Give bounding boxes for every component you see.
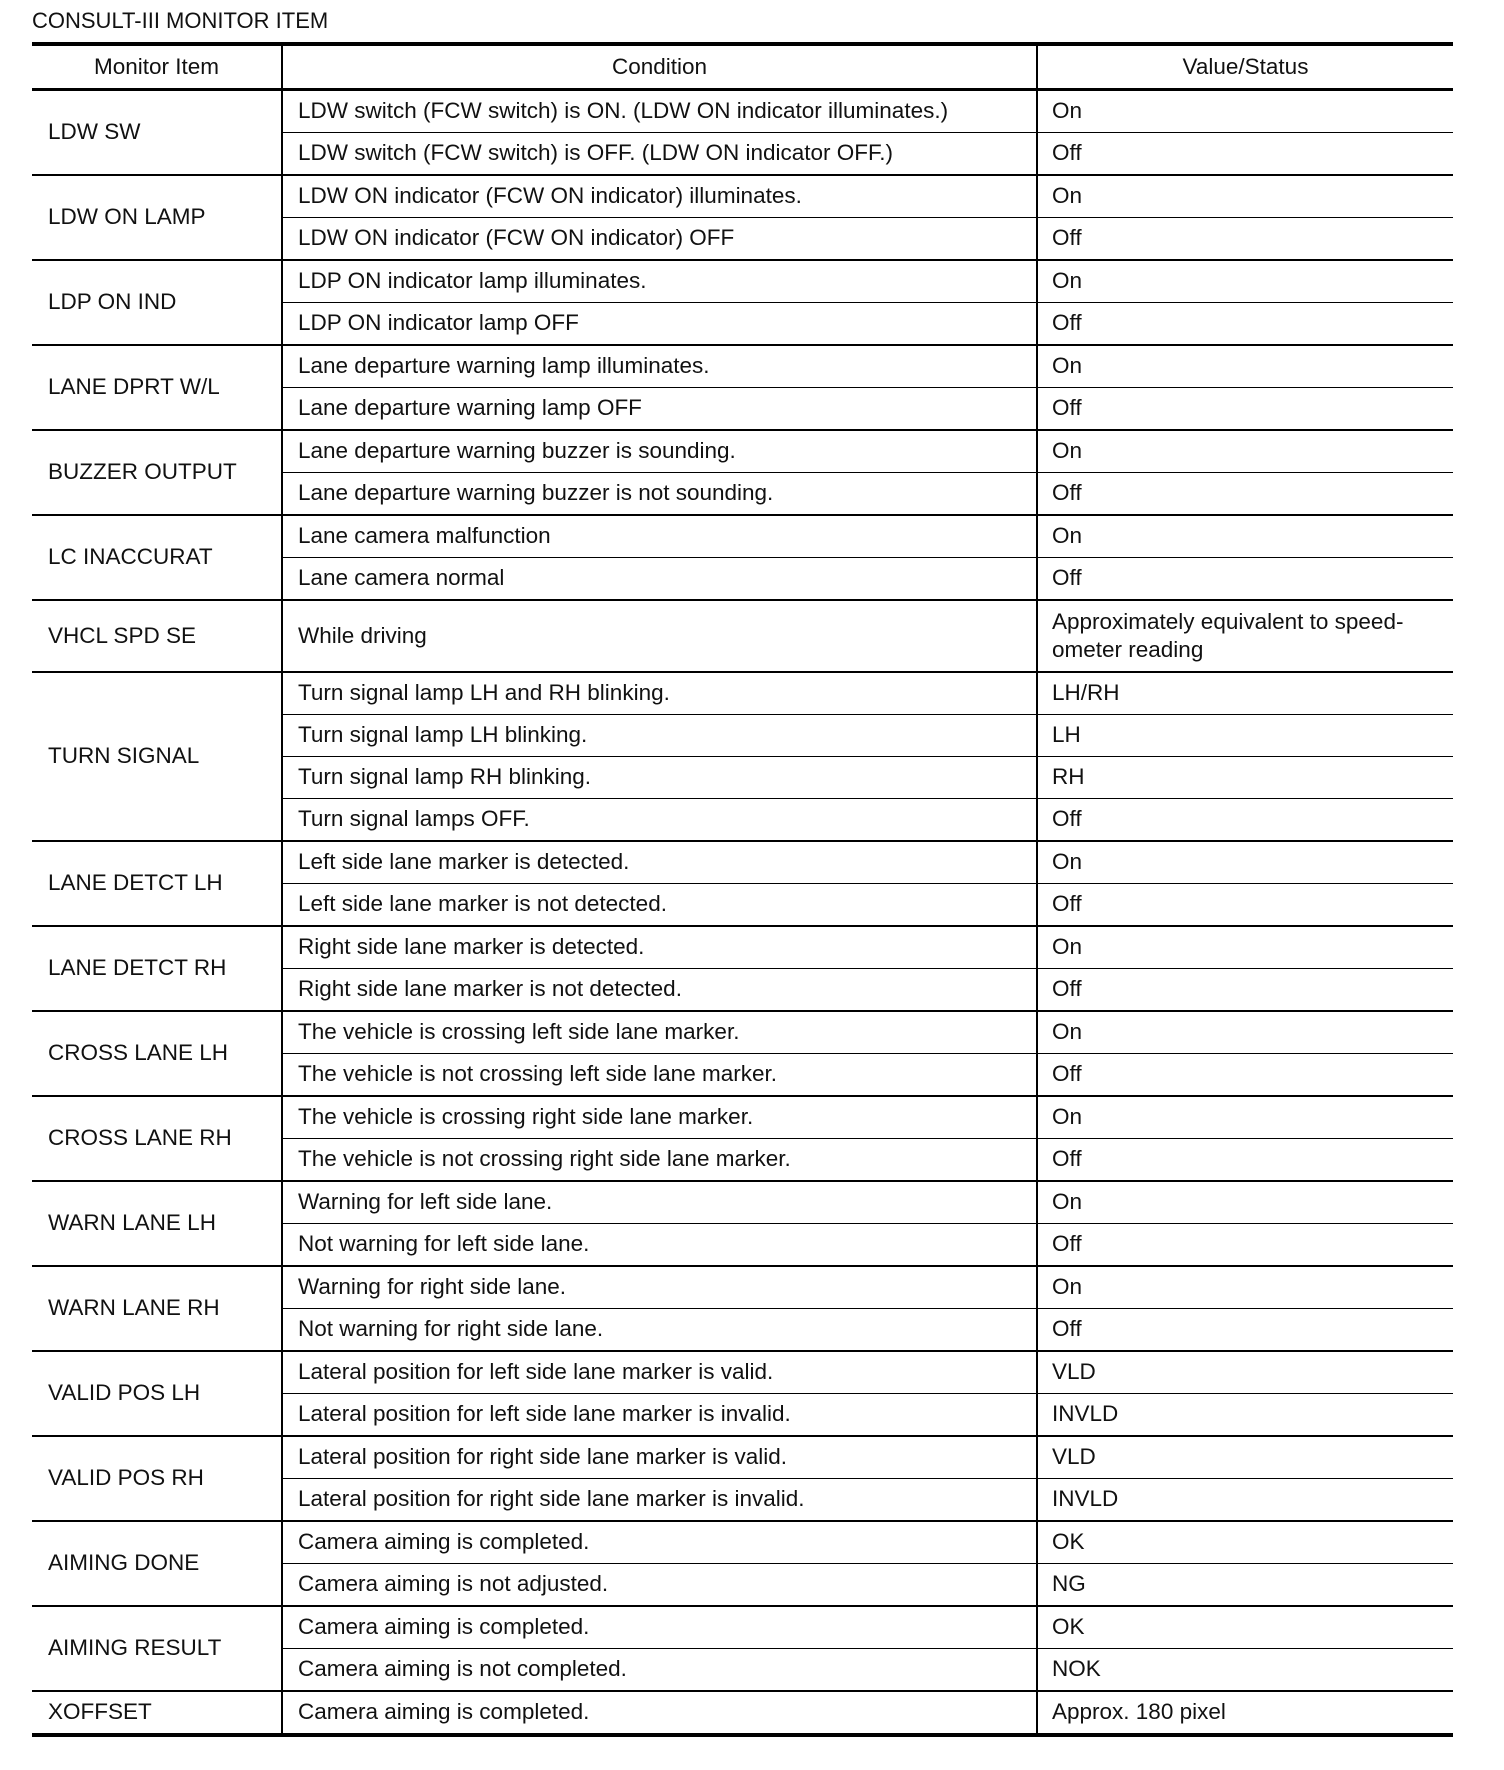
value-status-cell: Off <box>1037 133 1453 176</box>
monitor-item-cell: TURN SIGNAL <box>32 672 282 841</box>
monitor-item-cell: LDP ON IND <box>32 260 282 345</box>
condition-cell: Lane departure warning buzzer is not sounding. <box>282 473 1037 516</box>
value-status-cell: RH <box>1037 757 1453 799</box>
condition-cell: Turn signal lamp LH blinking. <box>282 715 1037 757</box>
condition-cell: Camera aiming is not adjusted. <box>282 1564 1037 1607</box>
value-status-cell: INVLD <box>1037 1394 1453 1437</box>
monitor-item-cell: LDW SW <box>32 90 282 176</box>
condition-cell: Lateral position for right side lane marker is valid. <box>282 1436 1037 1479</box>
value-status-cell: Off <box>1037 969 1453 1012</box>
table-row <box>32 1351 1453 1394</box>
table-row <box>32 1436 1453 1479</box>
condition-cell: The vehicle is not crossing left side lane marker. <box>282 1054 1037 1097</box>
table-row <box>32 841 1453 884</box>
value-status-cell: Off <box>1037 218 1453 261</box>
condition-cell: Camera aiming is completed. <box>282 1606 1037 1649</box>
value-status-cell: OK <box>1037 1521 1453 1564</box>
monitor-item-cell: LDW ON LAMP <box>32 175 282 260</box>
condition-cell: Right side lane marker is detected. <box>282 926 1037 969</box>
condition-cell: LDW ON indicator (FCW ON indicator) illuminates. <box>282 175 1037 218</box>
table-row <box>32 175 1453 218</box>
table-row <box>32 345 1453 388</box>
value-status-cell: On <box>1037 926 1453 969</box>
value-status-cell: Off <box>1037 1224 1453 1267</box>
value-status-cell: LH <box>1037 715 1453 757</box>
table-row <box>32 1096 1453 1139</box>
page-title: CONSULT-III MONITOR ITEM <box>32 8 329 33</box>
monitor-item-cell: BUZZER OUTPUT <box>32 430 282 515</box>
value-status-cell: Off <box>1037 1309 1453 1352</box>
value-status-cell: On <box>1037 90 1453 133</box>
monitor-item-cell: AIMING DONE <box>32 1521 282 1606</box>
table-row <box>32 430 1453 473</box>
value-status-cell: On <box>1037 175 1453 218</box>
header-value-status: Value/Status <box>1037 44 1453 90</box>
table-body <box>32 90 1453 1736</box>
condition-cell: Not warning for right side lane. <box>282 1309 1037 1352</box>
header-monitor-item: Monitor Item <box>93 53 220 79</box>
monitor-item-cell: LANE DETCT RH <box>32 926 282 1011</box>
value-status-cell: Approximately equivalent to speed-ometer reading <box>1037 600 1453 672</box>
value-status-cell: Off <box>1037 303 1453 346</box>
condition-cell: LDW switch (FCW switch) is OFF. (LDW ON indicator OFF.) <box>282 133 1037 176</box>
condition-cell: The vehicle is crossing left side lane marker. <box>282 1011 1037 1054</box>
condition-cell: Lateral position for right side lane marker is invalid. <box>282 1479 1037 1522</box>
condition-cell: The vehicle is crossing right side lane marker. <box>282 1096 1037 1139</box>
monitor-item-cell: WARN LANE LH <box>32 1181 282 1266</box>
condition-cell: LDW ON indicator (FCW ON indicator) OFF <box>282 218 1037 261</box>
value-status-cell: On <box>1037 1266 1453 1309</box>
condition-cell: Camera aiming is completed. <box>282 1691 1037 1735</box>
value-status-cell: Off <box>1037 388 1453 431</box>
condition-cell: Left side lane marker is detected. <box>282 841 1037 884</box>
value-status-cell: On <box>1037 345 1453 388</box>
value-status-cell: On <box>1037 260 1453 303</box>
value-status-cell: Off <box>1037 558 1453 601</box>
condition-cell: Lane departure warning lamp OFF <box>282 388 1037 431</box>
value-status-cell: Off <box>1037 1054 1453 1097</box>
condition-cell: Turn signal lamps OFF. <box>282 799 1037 842</box>
value-status-cell: Approx. 180 pixel <box>1037 1691 1453 1735</box>
monitor-item-cell: VHCL SPD SE <box>32 600 282 672</box>
value-status-cell: On <box>1037 1011 1453 1054</box>
table-row <box>32 672 1453 715</box>
value-status-cell: OK <box>1037 1606 1453 1649</box>
header-condition: Condition <box>282 44 1037 90</box>
monitor-item-cell: AIMING RESULT <box>32 1606 282 1691</box>
monitor-item-cell: VALID POS LH <box>32 1351 282 1436</box>
value-status-cell: Off <box>1037 799 1453 842</box>
monitor-item-cell: XOFFSET <box>32 1691 282 1735</box>
value-status-cell: Off <box>1037 473 1453 516</box>
value-status-cell: INVLD <box>1037 1479 1453 1522</box>
monitor-item-cell: LANE DPRT W/L <box>32 345 282 430</box>
value-status-cell: On <box>1037 1181 1453 1224</box>
condition-cell: Camera aiming is not completed. <box>282 1649 1037 1692</box>
value-status-cell: VLD <box>1037 1351 1453 1394</box>
table-row <box>32 1691 1453 1735</box>
condition-cell: Not warning for left side lane. <box>282 1224 1037 1267</box>
condition-cell: Turn signal lamp LH and RH blinking. <box>282 672 1037 715</box>
monitor-item-table <box>32 42 1453 1737</box>
table-row <box>32 1521 1453 1564</box>
table-row <box>32 1606 1453 1649</box>
value-status-cell: VLD <box>1037 1436 1453 1479</box>
condition-cell: LDW switch (FCW switch) is ON. (LDW ON indicator illuminates.) <box>282 90 1037 133</box>
condition-cell: LDP ON indicator lamp illuminates. <box>282 260 1037 303</box>
condition-cell: Lane departure warning buzzer is sounding. <box>282 430 1037 473</box>
table-row <box>32 515 1453 558</box>
table-row <box>32 1266 1453 1309</box>
table-row <box>32 90 1453 133</box>
condition-cell: Lane camera malfunction <box>282 515 1037 558</box>
condition-cell: Turn signal lamp RH blinking. <box>282 757 1037 799</box>
monitor-item-cell: LANE DETCT LH <box>32 841 282 926</box>
condition-cell: Lane departure warning lamp illuminates. <box>282 345 1037 388</box>
condition-cell: Warning for right side lane. <box>282 1266 1037 1309</box>
condition-cell: While driving <box>282 600 1037 672</box>
table-row <box>32 926 1453 969</box>
monitor-item-cell: VALID POS RH <box>32 1436 282 1521</box>
table-row <box>32 1181 1453 1224</box>
table-row <box>32 1011 1453 1054</box>
value-status-cell: On <box>1037 430 1453 473</box>
condition-cell: The vehicle is not crossing right side lane marker. <box>282 1139 1037 1182</box>
table-row <box>32 600 1453 672</box>
monitor-item-cell: WARN LANE RH <box>32 1266 282 1351</box>
value-status-cell: NOK <box>1037 1649 1453 1692</box>
value-status-cell: On <box>1037 1096 1453 1139</box>
value-status-cell: Off <box>1037 884 1453 927</box>
condition-cell: Camera aiming is completed. <box>282 1521 1037 1564</box>
value-status-cell: On <box>1037 841 1453 884</box>
monitor-item-cell: CROSS LANE LH <box>32 1011 282 1096</box>
value-status-cell: Off <box>1037 1139 1453 1182</box>
value-status-cell: On <box>1037 515 1453 558</box>
monitor-item-cell: CROSS LANE RH <box>32 1096 282 1181</box>
condition-cell: Left side lane marker is not detected. <box>282 884 1037 927</box>
condition-cell: Lane camera normal <box>282 558 1037 601</box>
condition-cell: Warning for left side lane. <box>282 1181 1037 1224</box>
monitor-item-cell: LC INACCURAT <box>32 515 282 600</box>
table-header-row <box>32 44 1453 90</box>
condition-cell: Right side lane marker is not detected. <box>282 969 1037 1012</box>
value-status-cell: NG <box>1037 1564 1453 1607</box>
condition-cell: Lateral position for left side lane marker is valid. <box>282 1351 1037 1394</box>
condition-cell: Lateral position for left side lane marker is invalid. <box>282 1394 1037 1437</box>
value-status-cell: LH/RH <box>1037 672 1453 715</box>
condition-cell: LDP ON indicator lamp OFF <box>282 303 1037 346</box>
table-row <box>32 260 1453 303</box>
